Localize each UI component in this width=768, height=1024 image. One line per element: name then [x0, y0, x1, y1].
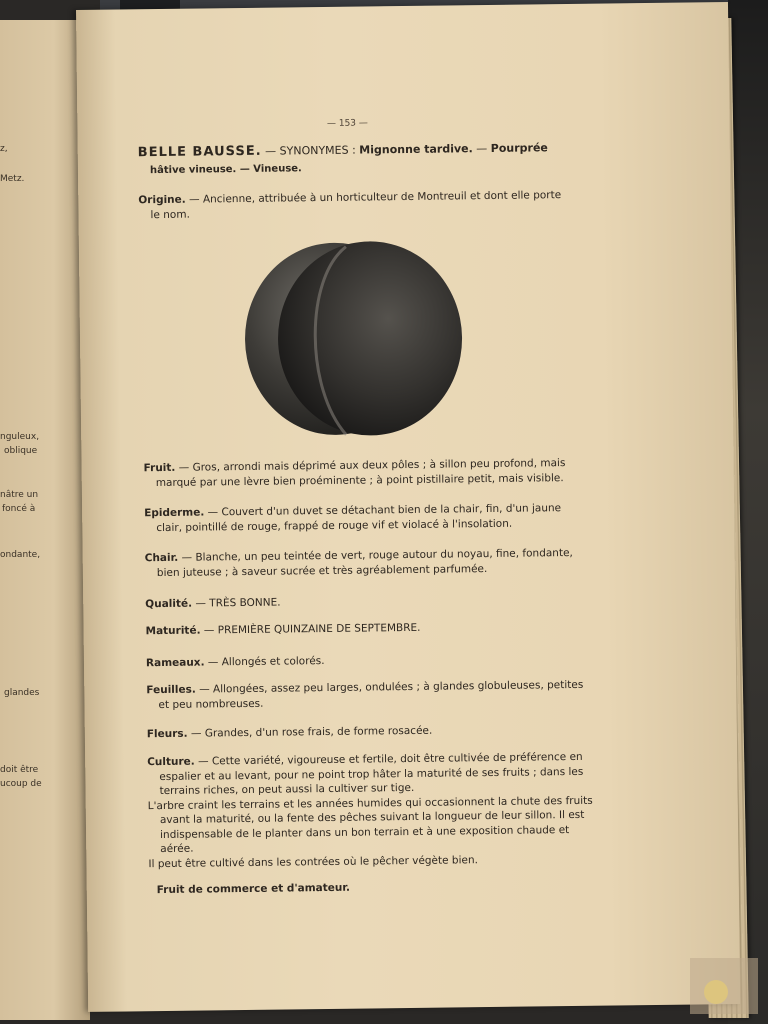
- left-page-fragment: oblique: [4, 446, 38, 456]
- synonym: Pourprée: [490, 141, 548, 155]
- left-page-fragment: nâtre un: [0, 490, 39, 500]
- entry-text: — Allongés et colorés.: [204, 655, 325, 669]
- entry-text: — Allongées, assez peu larges, ondulées ; à glandes globuleuses, petites: [195, 678, 584, 696]
- left-page: [0, 20, 90, 1020]
- left-page-fragment: nguleux,: [0, 432, 40, 442]
- entry-text: — Grandes, d'un rose frais, de forme rosacée.: [187, 724, 433, 740]
- entry-text: aérée.: [160, 842, 194, 856]
- synonym: Mignonne tardive.: [359, 142, 473, 157]
- entry-text: indispensable de le planter dans un bon terrain et à une exposition chaude et: [160, 823, 570, 841]
- entry-feuilles: [146, 678, 583, 712]
- entry-text: marqué par une lèvre bien proéminente ; à point pistillaire petit, mais visible.: [155, 471, 564, 489]
- entry-text: — Cette variété, vigoureuse et fertile, doit être cultivée de préférence en: [194, 750, 583, 768]
- entry-text: espalier et au levant, pour ne point trop hâter la maturité de ses fruits ; dans les: [159, 765, 584, 783]
- entry-chair: [145, 546, 573, 580]
- entry-label: Feuilles.: [146, 683, 196, 697]
- entry-text: — PREMIÈRE QUINZAINE DE SEPTEMBRE.: [200, 621, 421, 637]
- variety-heading: [138, 140, 548, 160]
- synonyms-prefix: — SYNONYMES :: [265, 143, 356, 158]
- entry-label: Qualité.: [145, 597, 193, 611]
- left-page-fragment: doit être: [0, 765, 39, 775]
- separator: —: [476, 141, 488, 156]
- entry-epiderme: [144, 501, 561, 535]
- entry-text: L'arbre craint les terrains et les années humides qui occasionnent la chute des fruits: [147, 794, 593, 812]
- entry-fruit: [144, 456, 566, 490]
- entry-text: clair, pointillé de rouge, frappé de rouge vif et violacé à l'insolation.: [156, 517, 513, 534]
- entry-origine: [138, 188, 561, 222]
- left-page-fragment: glandes: [4, 688, 40, 698]
- entry-maturite: [146, 621, 421, 639]
- variety-name: BELLE BAUSSE.: [137, 143, 262, 161]
- entry-text: et peu nombreuses.: [158, 697, 264, 711]
- entry-label: Chair.: [144, 551, 179, 565]
- entry-text: — Couvert d'un duvet se détachant bien de la chair, fin, d'un jaune: [204, 502, 562, 519]
- entry-label: Fruit.: [143, 461, 176, 475]
- entry-label: Rameaux.: [145, 656, 205, 670]
- entry-culture: [147, 750, 593, 871]
- left-page-fragment: foncé à: [2, 504, 36, 514]
- entry-fleurs: [147, 724, 433, 742]
- page-number: — 153 —: [326, 118, 368, 129]
- left-page-fragment: ondante,: [0, 550, 41, 560]
- corner-thumbnail: [690, 958, 758, 1014]
- entry-qualite: [145, 596, 280, 612]
- left-page-fragment: ucoup de: [0, 779, 42, 789]
- entry-text: — Blanche, un peu teintée de vert, rouge autour du noyau, fine, fondante,: [178, 546, 573, 564]
- left-page-fragment: z,: [0, 144, 8, 154]
- entry-text: Il peut être cultivé dans les contrées où le pêcher végète bien.: [148, 853, 478, 870]
- entry-text: bien juteuse ; à saveur sucrée et très agréablement parfumée.: [156, 562, 488, 579]
- entry-text: — TRÈS BONNE.: [192, 596, 281, 610]
- entry-text: terrains riches, on peut aussi la cultiver sur tige.: [159, 781, 415, 798]
- entry-text: avant la maturité, ou la fente des pêches suivant la longueur de leur sillon. Il est: [159, 808, 585, 827]
- entry-label: Epiderme.: [144, 506, 205, 520]
- entry-text: — Gros, arrondi mais déprimé aux deux pôles ; à sillon peu profond, mais: [175, 457, 566, 474]
- entry-rameaux: [146, 654, 325, 671]
- entry-text: le nom.: [150, 208, 190, 221]
- peach-illustration: [234, 237, 466, 440]
- entry-text: — Ancienne, attribuée à un horticulteur de Montreuil et dont elle porte: [185, 189, 562, 206]
- footer-note: Fruit de commerce et d'amateur.: [156, 881, 351, 897]
- entry-label: Origine.: [138, 193, 186, 207]
- entry-label: Maturité.: [145, 624, 201, 638]
- synonyms-continued: hâtive vineuse. — Vineuse.: [149, 163, 302, 177]
- entry-label: Culture.: [147, 755, 195, 769]
- entry-label: Fleurs.: [146, 727, 188, 741]
- left-page-fragment: Metz.: [0, 174, 25, 184]
- right-page: [76, 2, 740, 1012]
